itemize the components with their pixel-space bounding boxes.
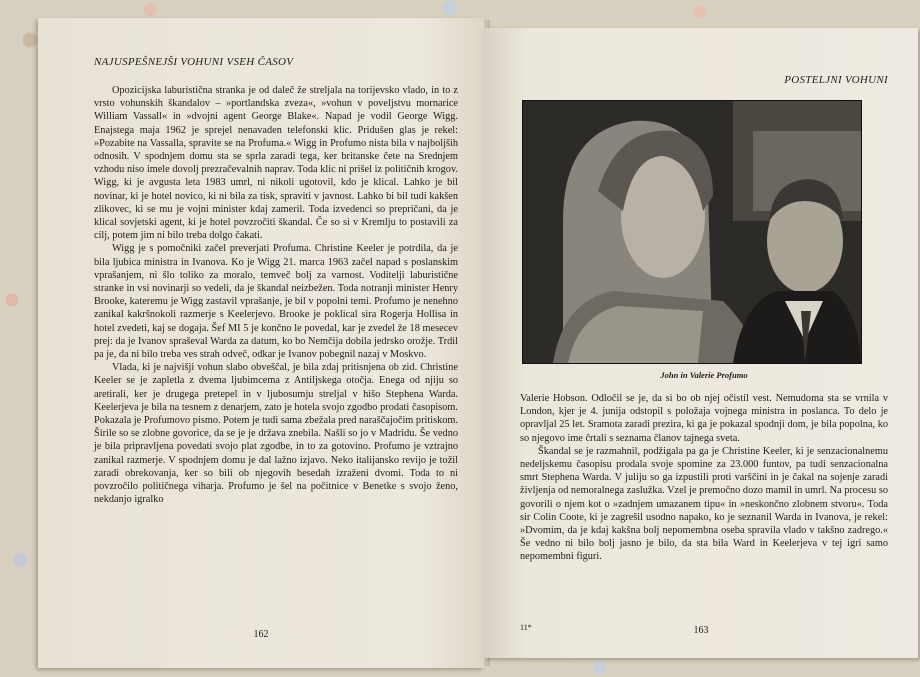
paragraph: Opozicijska laburistična stranka je od daleč že streljala na torijevsko vlado, in to z vrsto vohunskih škandalov – »portlandska zveza«, »vohun v poveljstvu mornarice William Vassall« in »dvojni agent George Blake«. Napad je vodil George Wigg. Enajstega maja 1962 je sprejel nenavaden telefonski klic. Pridušen glas je rekel: »Pozabite na Vassalla, spravite se na Profuma.« Wigg in Profumo nista bila v najboljših odnosih. V spodnjem domu sta se sprla zaradi tega, ker britanske čete na Srednjem vzhodu niso imele dovolj prezračevalnih naprav. Toda klic ni prišel iz političnih krogov. Wigg, ki je avgusta leta 1983 umrl, ni nikoli ugotovil, kdo je klical. Lahko je bil novinar, ki je hotel novico, ki ni bila za tisk, spraviti v javnost. Lahko bi bil tudi kakšen zlikovec, ki se mu je vojni minister kdaj zameril. Toda izvedenci so prepričani, da je klical sovjetski agent, ki je hotel povzročiti škandal. Če so si v Kremlju to postavili za cilj, potem jim ni bilo treba dolgo čakati. — [94, 85, 458, 242]
paragraph: Wigg je s pomočniki začel preverjati Profuma. Christine Keeler je potrdila, da je bila ljubica ministra in Ivanova. Ko je Wigg 21. marca 1963 začel napad s poslanskim vprašanjem, ni šlo toliko za moralo, temveč bolj za varnost. Voditelji laburistične stranke in vsi novinarji so vedeli, da je škandal neizbežen. Toda notranji minister Henry Brooke, kateremu je Wigg zastavil vprašanje, je bil v popolni temi. Profumo je nenehno zanikal kakršnokoli razmerje s Keelerjevo. Brooke je poklical sira Rogerja Hollisa in hotel zvedeti, kaj se dogaja. Šef MI 5 je končno le povedal, kar je zvedel že 18 mesecev prej: da je Ivanov spraševal Warda za datum, ko bo Nemčija dobila jedrsko orožje. Trdil pa je, da ni bilo treba ves strah odveč, odkar je Ivanov pobegnil nazaj v Moskvo. — [94, 243, 458, 361]
paragraph: Valerie Hobson. Odločil se je, da si bo ob njej očistil vest. Nemudoma sta se vrnila v London, kjer je 4. junija odstopil s položaja vojnega ministra in poslanca. To delo je opravljal 25 let. Sramota zaradi prezira, ki ga je pokazal spodnji dom, je bila popolna, ko so njegovo ime črtali s seznama članov tajnega sveta. — [520, 393, 888, 444]
left-page — [38, 18, 484, 668]
page-number-right: 163 — [693, 625, 709, 636]
page-number-left: 162 — [253, 629, 269, 640]
running-head-right: POSTELJNI VOHUNI — [784, 74, 888, 86]
right-body-text — [520, 392, 888, 564]
signature-mark: 11* — [520, 623, 532, 632]
photo-illustration — [523, 101, 861, 363]
profumo-photo — [522, 100, 862, 364]
paragraph: Vlada, ki je najvišji vohun slabo obveščal, je bila zdaj pritisnjena ob zid. Christine Keeler se je zapletla z dvema ljubimcema z Antiljskega otočja. Enega od njiju so aretirali, ker je drugega pretepel in v ljubosumju streljal v hišo Stephena Warda. Keelerjeva je bila na tesnem z denarjem, zato je hotela svojo zgodbo prodati časopisom. Pokazala je Profumovo pismo. Potem je tudi sama zbežala pred naraščajočim pritiskom. Širile so se zlobne govorice, da se je je država znebila. Našli so jo v Madridu. Še vedno je bila pripravljena povedati svojo plat zgodbe, in to za gotovino. Profumo je vztrajno zanikal razmerje. V spodnjem domu je dal lažno izjavo. Neko italijansko revijo je tožil zaradi obrekovanja, ker so bili ob njegovih besedah izraženi dvomi. Toda to ni povzročilo političnega viharja. Profumo je šel na počitnice v Benetke s svojo ženo, nekdanjo igralko — [94, 362, 458, 506]
running-head-left: NAJUSPEŠNEJŠI VOHUNI VSEH ČASOV — [94, 56, 294, 68]
photo-caption: John in Valerie Profumo — [660, 370, 748, 380]
right-page — [484, 28, 918, 658]
left-body-text — [94, 84, 458, 507]
paragraph: Škandal se je razmahnil, podžigala pa ga je Christine Keeler, ki je senzacionalnemu nedeljskemu časopisu prodala svoje spomine za 23.000 funtov, pa tudi senzacionalna smrt Stephena Warda. V juliju so ga izpustili proti varščini in je čakal na sojenje zaradi življenja od nemoralnega zaslužka. Vzel je premočno dozo mamil in umrl. Na procesu so govorili o njem kot o »zadnjem umazanem tipu« in »neskončno zlobnem stvoru«. Toda sir Colin Coote, ki je zagrešil usodno napako, ko je seznanil Warda in Ivanova, je rekel: »Dvomim, da je kdaj kakšna bolj nepomembna oseba spravila vlado v takšno zadrego.« Še vedno ni bilo bolj jasno je bilo, da sta bila Ward in Keelerjeva v tej igri samo nepomembni figuri. — [520, 445, 888, 563]
